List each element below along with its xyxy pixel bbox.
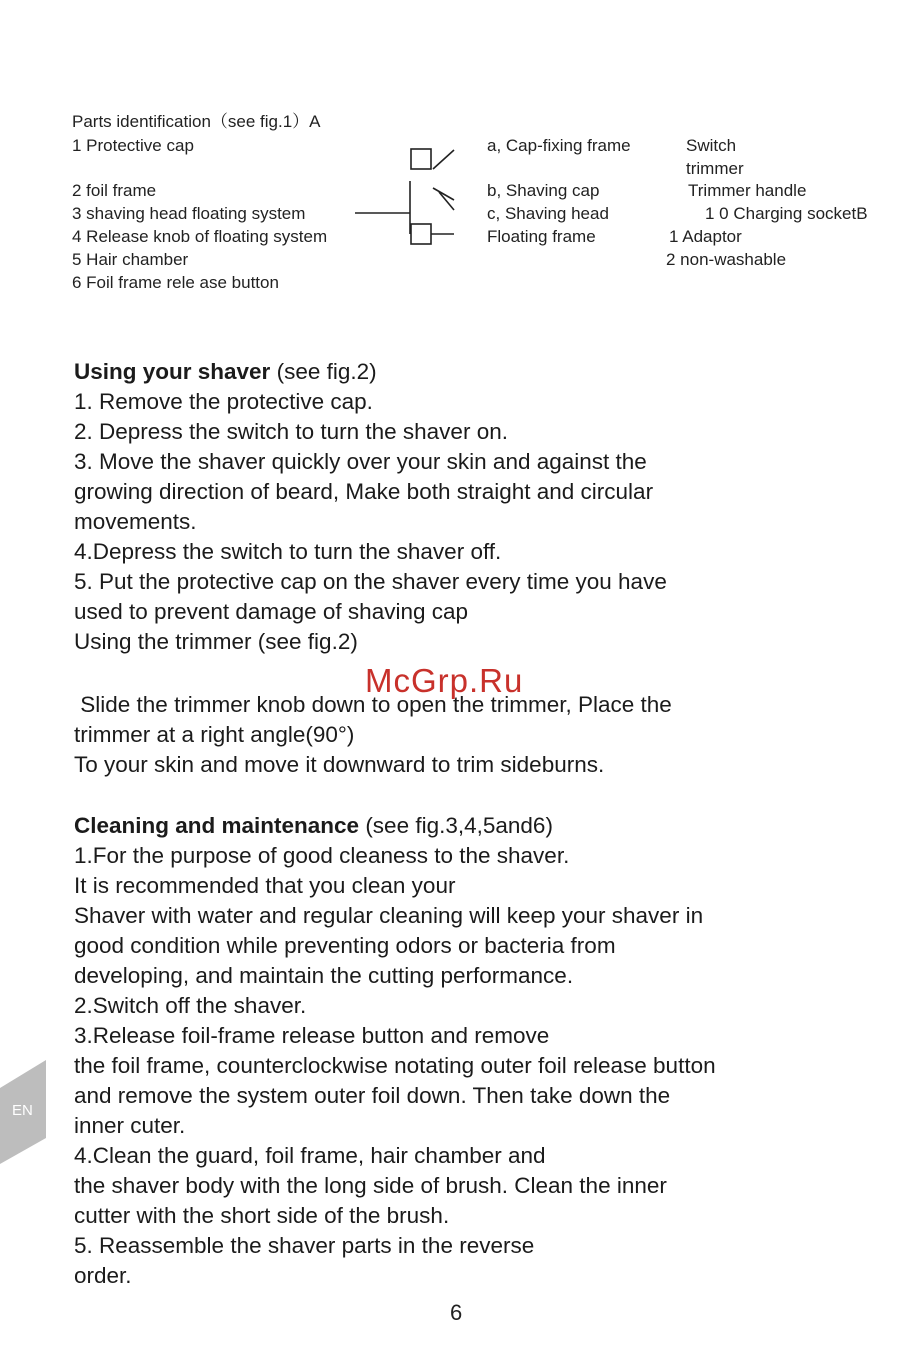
trimmer-line: To your skin and move it downward to trim sideburns.	[74, 752, 605, 777]
cleaning-line: 2.Switch off the shaver.	[74, 993, 307, 1018]
cleaning-line: 5. Reassemble the shaver parts in the reverse	[74, 1233, 535, 1258]
cleaning-line: good condition while preventing odors or bacteria from	[74, 933, 616, 958]
trimmer-section	[74, 690, 672, 780]
using-line: used to prevent damage of shaving cap	[74, 599, 469, 624]
parts-middle-item: b, Shaving cap	[487, 181, 600, 200]
using-heading: Using your shaver	[74, 359, 271, 384]
parts-left-item: 2 foil frame	[72, 181, 157, 200]
using-section	[74, 357, 667, 657]
parts-left-item: 6 Foil frame rele ase button	[72, 273, 279, 292]
using-line: 5. Put the protective cap on the shaver every time you have	[74, 569, 667, 594]
using-line: movements.	[74, 509, 197, 534]
cleaning-line: 4.Clean the guard, foil frame, hair chamber and	[74, 1143, 546, 1168]
cleaning-line: cutter with the short side of the brush.	[74, 1203, 450, 1228]
using-heading-line	[74, 357, 667, 387]
using-line: Using the trimmer (see fig.2)	[74, 629, 358, 654]
parts-right-item: trimmer	[686, 159, 744, 178]
parts-middle-item: a, Cap-fixing frame	[487, 136, 631, 155]
watermark-text: McGrp.Ru	[365, 662, 524, 699]
parts-right-item: Switch	[686, 136, 737, 155]
page-number: 6	[450, 1300, 463, 1325]
cleaning-line: inner cuter.	[74, 1113, 186, 1138]
cleaning-line: developing, and maintain the cutting performance.	[74, 963, 574, 988]
cleaning-line: 3.Release foil-frame release button and remove	[74, 1023, 550, 1048]
cleaning-line: It is recommended that you clean your	[74, 873, 456, 898]
parts-right-item: 1 Adaptor	[669, 227, 742, 246]
cleaning-heading-line	[74, 811, 716, 841]
trimmer-line: trimmer at a right angle(90°)	[74, 722, 355, 747]
parts-left-item: 1 Protective cap	[72, 136, 194, 155]
using-line: 2. Depress the switch to turn the shaver on.	[74, 419, 508, 444]
parts-left-item: 5 Hair chamber	[72, 250, 189, 269]
using-line: 1. Remove the protective cap.	[74, 389, 373, 414]
parts-header: Parts identification（see fig.1）A	[72, 112, 321, 131]
using-line: 3. Move the shaver quickly over your skin and against the	[74, 449, 647, 474]
trimmer-line: Slide the trimmer knob down to open the trimmer, Place the	[74, 692, 672, 717]
parts-left-item: 4 Release knob of floating system	[72, 227, 328, 246]
cleaning-line: the foil frame, counterclockwise notating outer foil release button	[74, 1053, 716, 1078]
cleaning-line: and remove the system outer foil down. Then take down the	[74, 1083, 671, 1108]
parts-middle-item: c, Shaving head	[487, 204, 609, 223]
parts-middle-item: Floating frame	[487, 227, 596, 246]
parts-left-item: 3 shaving head floating system	[72, 204, 306, 223]
cleaning-line: 1.For the purpose of good cleaness to the shaver.	[74, 843, 570, 868]
cleaning-heading: Cleaning and maintenance	[74, 813, 360, 838]
cleaning-heading-ref: (see fig.3,4,5and6)	[359, 813, 553, 838]
parts-right-item: Trimmer handle	[688, 181, 807, 200]
using-heading-ref: (see fig.2)	[270, 359, 377, 384]
cleaning-line: the shaver body with the long side of brush. Clean the inner	[74, 1173, 667, 1198]
using-line: growing direction of beard, Make both straight and circular	[74, 479, 654, 504]
connector-diagram	[355, 140, 465, 250]
cleaning-line: order.	[74, 1263, 132, 1288]
cleaning-section	[74, 811, 716, 1291]
using-line: 4.Depress the switch to turn the shaver off.	[74, 539, 502, 564]
cleaning-line: Shaver with water and regular cleaning will keep your shaver in	[74, 903, 704, 928]
parts-right-item: 1 0 Charging socketB	[705, 204, 868, 223]
language-tab-label: EN	[12, 1102, 33, 1119]
parts-right-item: 2 non-washable	[666, 250, 787, 269]
